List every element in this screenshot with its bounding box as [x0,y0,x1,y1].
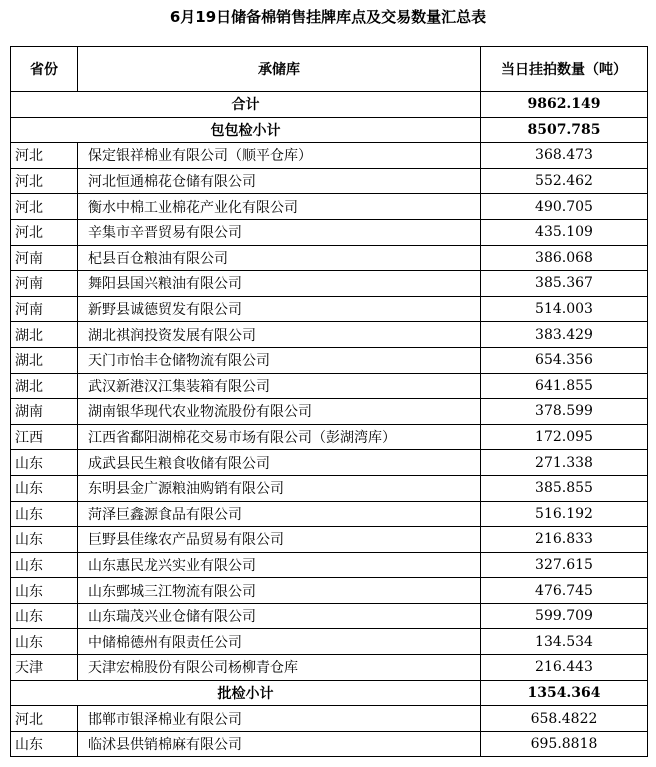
province-cell: 河南 [11,296,78,322]
warehouse-cell: 菏泽巨鑫源食品有限公司 [78,501,481,527]
table-row [11,399,648,425]
warehouse-cell: 天津宏棉股份有限公司杨柳青仓库 [78,655,481,681]
header-province: 省份 [11,47,78,92]
warehouse-cell: 临沭县供销棉麻有限公司 [78,731,481,757]
province-cell: 山东 [11,450,78,476]
province-cell: 天津 [11,655,78,681]
header-row [11,47,648,92]
province-cell: 湖北 [11,347,78,373]
table-row [11,629,648,655]
table-row [11,450,648,476]
subtotal-quantity: 8507.785 [481,117,648,143]
quantity-cell: 490.705 [481,194,648,220]
province-cell: 山东 [11,501,78,527]
warehouse-cell: 武汉新港汉江集装箱有限公司 [78,373,481,399]
quantity-cell: 216.443 [481,655,648,681]
warehouse-cell: 江西省鄱阳湖棉花交易市场有限公司（彭湖湾库） [78,424,481,450]
quantity-cell: 216.833 [481,527,648,553]
province-cell: 山东 [11,475,78,501]
table-row [11,322,648,348]
table-row [11,296,648,322]
table-row [11,219,648,245]
warehouse-cell: 东明县金广源粮油购销有限公司 [78,475,481,501]
header-quantity: 当日挂拍数量（吨） [481,47,648,92]
warehouse-cell: 辛集市辛晋贸易有限公司 [78,219,481,245]
quantity-cell: 172.095 [481,424,648,450]
table-row [11,347,648,373]
table-row [11,373,648,399]
table-row [11,143,648,169]
quantity-cell: 695.8818 [481,731,648,757]
province-cell: 山东 [11,578,78,604]
quantity-cell: 385.855 [481,475,648,501]
total-label: 合计 [11,92,481,118]
page-title: 6月19日储备棉销售挂牌库点及交易数量汇总表 [169,8,487,26]
warehouse-cell: 杞县百仓粮油有限公司 [78,245,481,271]
quantity-cell: 641.855 [481,373,648,399]
province-cell: 山东 [11,603,78,629]
province-cell: 湖北 [11,322,78,348]
quantity-cell: 658.4822 [481,706,648,732]
quantity-cell: 516.192 [481,501,648,527]
table-row [11,527,648,553]
table-row [11,578,648,604]
quantity-cell: 654.356 [481,347,648,373]
warehouse-cell: 天门市怡丰仓储物流有限公司 [78,347,481,373]
warehouse-cell: 新野县诚德贸发有限公司 [78,296,481,322]
province-cell: 河北 [11,194,78,220]
quantity-cell: 327.615 [481,552,648,578]
quantity-cell: 383.429 [481,322,648,348]
subtotal-label: 批检小计 [11,680,481,706]
province-cell: 河南 [11,245,78,271]
total-quantity: 9862.149 [481,92,648,118]
quantity-cell: 599.709 [481,603,648,629]
province-cell: 山东 [11,527,78,553]
quantity-cell: 271.338 [481,450,648,476]
warehouse-cell: 湖南银华现代农业物流股份有限公司 [78,399,481,425]
subtotal-quantity: 1354.364 [481,680,648,706]
quantity-cell: 552.462 [481,168,648,194]
subtotal-row-group1 [11,117,648,143]
province-cell: 河北 [11,219,78,245]
warehouse-cell: 山东瑞茂兴业仓储有限公司 [78,603,481,629]
table-row [11,245,648,271]
warehouse-cell: 舞阳县国兴粮油有限公司 [78,271,481,297]
total-row [11,92,648,118]
table-row [11,603,648,629]
province-cell: 山东 [11,552,78,578]
subtotal-row-group2 [11,680,648,706]
warehouse-cell: 河北恒通棉花仓储有限公司 [78,168,481,194]
province-cell: 湖南 [11,399,78,425]
table-row [11,168,648,194]
table-row [11,475,648,501]
warehouse-cell: 衡水中棉工业棉花产业化有限公司 [78,194,481,220]
quantity-cell: 514.003 [481,296,648,322]
table-row [11,731,648,757]
province-cell: 河北 [11,168,78,194]
table-row [11,194,648,220]
quantity-cell: 378.599 [481,399,648,425]
warehouse-cell: 成武县民生粮食收储有限公司 [78,450,481,476]
quantity-cell: 385.367 [481,271,648,297]
quantity-cell: 368.473 [481,143,648,169]
warehouse-cell: 邯郸市银泽棉业有限公司 [78,706,481,732]
quantity-cell: 435.109 [481,219,648,245]
subtotal-label: 包包检小计 [11,117,481,143]
table-row [11,424,648,450]
table-row [11,271,648,297]
province-cell: 湖北 [11,373,78,399]
quantity-cell: 476.745 [481,578,648,604]
quantity-cell: 134.534 [481,629,648,655]
table-row [11,706,648,732]
quantity-cell: 386.068 [481,245,648,271]
province-cell: 河北 [11,143,78,169]
province-cell: 江西 [11,424,78,450]
warehouse-cell: 巨野县佳缘农产品贸易有限公司 [78,527,481,553]
province-cell: 山东 [11,731,78,757]
header-warehouse: 承储库 [78,47,481,92]
province-cell: 山东 [11,629,78,655]
summary-table [10,46,648,757]
warehouse-cell: 山东鄄城三江物流有限公司 [78,578,481,604]
province-cell: 河北 [11,706,78,732]
warehouse-cell: 湖北祺润投资发展有限公司 [78,322,481,348]
table-row [11,655,648,681]
table-row [11,552,648,578]
warehouse-cell: 保定银祥棉业有限公司（顺平仓库） [78,143,481,169]
table-row [11,501,648,527]
province-cell: 河南 [11,271,78,297]
warehouse-cell: 山东惠民龙兴实业有限公司 [78,552,481,578]
warehouse-cell: 中储棉德州有限责任公司 [78,629,481,655]
